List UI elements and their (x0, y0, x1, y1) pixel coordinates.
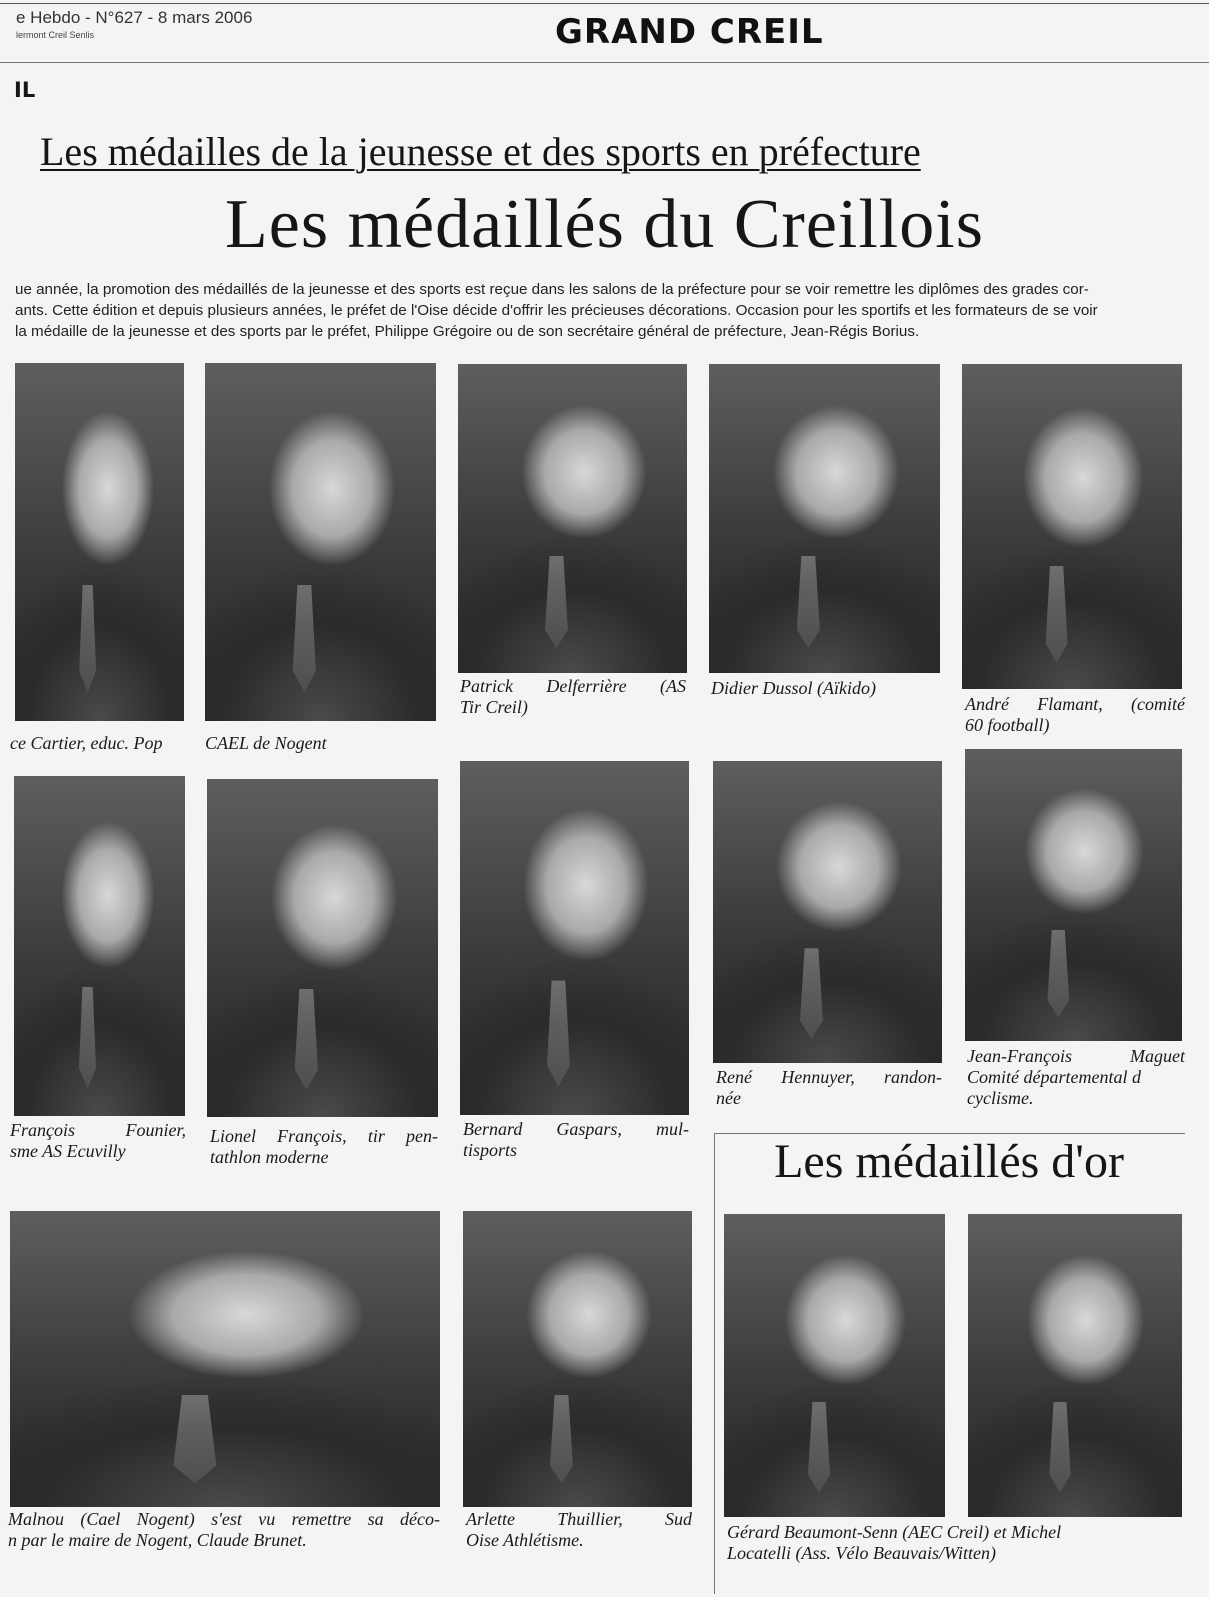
caption-line: François Founier, (10, 1120, 186, 1140)
caption-line: n par le maire de Nogent, Claude Brunet. (8, 1530, 307, 1550)
article-headline: Les médaillés du Creillois (225, 186, 984, 263)
caption-line: tisports (463, 1140, 518, 1160)
photo-cael-nogent (205, 363, 436, 721)
caption-line: Locatelli (Ass. Vélo Beauvais/Witten) (727, 1543, 996, 1563)
caption-line: Bernard Gaspars, mul- (463, 1119, 689, 1139)
photo-dussol (709, 364, 940, 673)
caption-delferriere (460, 676, 686, 718)
caption-line: Oise Athlétisme. (466, 1530, 584, 1550)
caption-line: Comité départemental d (967, 1067, 1141, 1087)
caption-malnou (8, 1509, 440, 1551)
caption-gold-medalists (727, 1522, 1183, 1564)
caption-line: Arlette Thuillier, Sud (466, 1509, 692, 1529)
top-rule (0, 3, 1209, 4)
photo-gaspars (460, 761, 689, 1115)
photo-cartier (15, 363, 184, 721)
caption-line: tathlon moderne (210, 1147, 329, 1167)
photo-lionel-francois (207, 779, 438, 1117)
caption-cael-nogent: CAEL de Nogent (205, 733, 327, 753)
intro-line: ants. Cette édition et depuis plusieurs années, le préfet de l'Oise décide d'offrir les précieuses décorations. Occasion pour les sportifs et les formateurs de se voir (15, 302, 1098, 319)
caption-founier (10, 1120, 186, 1162)
caption-thuillier (466, 1509, 692, 1551)
photo-locatelli (968, 1214, 1182, 1517)
header-rule (0, 62, 1209, 63)
article-kicker: Les médailles de la jeunesse et des sports en préfecture (40, 129, 921, 174)
photo-maguet (965, 749, 1182, 1041)
photo-thuillier (463, 1211, 692, 1507)
photo-malnou (10, 1211, 440, 1507)
caption-line: sme AS Ecuvilly (10, 1141, 126, 1161)
caption-line: André Flamant, (comité (965, 694, 1185, 714)
caption-line: Tir Creil) (460, 697, 528, 717)
gold-section-title: Les médaillés d'or (774, 1135, 1124, 1188)
caption-cartier: ce Cartier, educ. Pop (10, 733, 163, 753)
intro-line: la médaille de la jeunesse et des sports par le préfet, Philippe Grégoire ou de son secrétaire général de préfecture, Jean-Régis Borius. (15, 323, 920, 340)
edition-line: lermont Creil Senlis (16, 30, 95, 40)
section-title: GRAND CREIL (555, 12, 824, 52)
caption-line: 60 football) (965, 715, 1050, 735)
photo-beaumont-senn (724, 1214, 945, 1517)
caption-line: Gérard Beaumont-Senn (AEC Creil) et Michel (727, 1522, 1062, 1542)
publication-line: e Hebdo - N°627 - 8 mars 2006 (16, 8, 253, 27)
city-code: IL (14, 78, 36, 102)
caption-gaspars (463, 1119, 689, 1161)
article-intro (15, 279, 1195, 342)
caption-line: cyclisme. (967, 1088, 1034, 1108)
photo-hennuyer (713, 761, 942, 1063)
caption-flamant (965, 694, 1185, 736)
photo-delferriere (458, 364, 687, 673)
caption-line: Patrick Delferrière (AS (460, 676, 686, 696)
caption-lionel-francois (210, 1126, 438, 1168)
photo-founier (14, 776, 185, 1116)
caption-hennuyer (716, 1067, 942, 1109)
photo-flamant (962, 364, 1182, 689)
caption-line: Jean-François Maguet (967, 1046, 1185, 1066)
caption-dussol: Didier Dussol (Aïkido) (711, 678, 876, 698)
caption-line: René Hennuyer, randon- (716, 1067, 942, 1087)
caption-line: née (716, 1088, 741, 1108)
caption-line: Malnou (Cael Nogent) s'est vu remettre sa déco- (8, 1509, 440, 1529)
intro-line: ue année, la promotion des médaillés de la jeunesse et des sports est reçue dans les salons de la préfecture pour se voir remettre les diplômes des grades cor- (15, 281, 1089, 298)
caption-maguet (967, 1046, 1185, 1109)
caption-line: Lionel François, tir pen- (210, 1126, 438, 1146)
